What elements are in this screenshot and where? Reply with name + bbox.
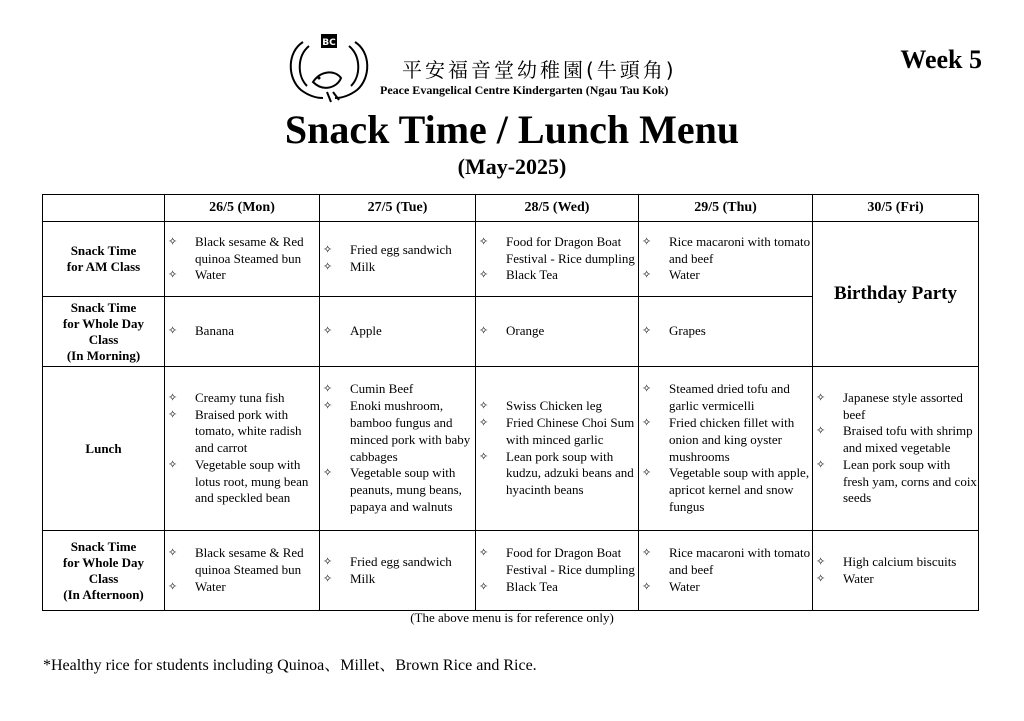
school-name-chinese: 平安福音堂幼稚園(牛頭角) xyxy=(402,58,677,82)
menu-item: ✧ Swiss Chicken leg xyxy=(476,398,638,415)
menu-item: ✧ Apple xyxy=(320,323,475,340)
menu-cell xyxy=(165,531,320,611)
school-name-english: Peace Evangelical Centre Kindergarten (Ngau Tau Kok) xyxy=(380,83,669,97)
menu-cell xyxy=(165,297,320,367)
header-empty-cell xyxy=(43,195,165,222)
menu-item: ✧ Food for Dragon Boat Festival - Rice dumpling xyxy=(476,545,638,579)
menu-cell xyxy=(320,531,476,611)
menu-item: ✧ Fried egg sandwich xyxy=(320,242,475,259)
row-label: Snack Time for Whole Day Class (In Morning) xyxy=(43,297,165,367)
menu-cell xyxy=(813,367,979,531)
day-header: 27/5 (Tue) xyxy=(320,195,476,222)
menu-item: ✧ Water xyxy=(639,267,812,284)
menu-item: ✧ Japanese style assorted beef xyxy=(813,390,978,424)
menu-item: ✧ Cumin Beef xyxy=(320,381,475,398)
menu-cell xyxy=(320,222,476,297)
table-row xyxy=(43,531,979,611)
menu-cell xyxy=(165,222,320,297)
menu-cell xyxy=(639,297,813,367)
menu-item: ✧ Rice macaroni with tomato and beef xyxy=(639,234,812,268)
menu-item: ✧ Black sesame & Red quinoa Steamed bun xyxy=(165,234,319,268)
menu-item: ✧ Grapes xyxy=(639,323,812,340)
row-label: Snack Time for Whole Day Class (In Afternoon) xyxy=(43,531,165,611)
menu-cell xyxy=(165,367,320,531)
menu-item: ✧ Steamed dried tofu and garlic vermicelli xyxy=(639,381,812,415)
menu-cell xyxy=(476,531,639,611)
menu-item: ✧ Creamy tuna fish xyxy=(165,390,319,407)
day-header: 28/5 (Wed) xyxy=(476,195,639,222)
menu-cell xyxy=(476,222,639,297)
menu-cell xyxy=(639,222,813,297)
page-title: Snack Time / Lunch Menu xyxy=(284,107,740,152)
menu-item: ✧ Food for Dragon Boat Festival - Rice dumpling xyxy=(476,234,638,268)
menu-item: ✧ Braised tofu with shrimp and mixed vegetable xyxy=(813,423,978,457)
menu-item: ✧ High calcium biscuits xyxy=(813,554,978,571)
menu-cell xyxy=(476,297,639,367)
menu-item: ✧ Banana xyxy=(165,323,319,340)
menu-cell xyxy=(320,367,476,531)
menu-item: ✧ Fried chicken fillet with onion and king oyster mushrooms xyxy=(639,415,812,465)
menu-cell xyxy=(639,531,813,611)
menu-item: ✧ Water xyxy=(813,571,978,588)
menu-item: ✧ Fried egg sandwich xyxy=(320,554,475,571)
menu-item: ✧ Vegetable soup with apple, apricot kernel and snow fungus xyxy=(639,465,812,515)
row-label: Lunch xyxy=(43,367,165,531)
menu-item: ✧ Fried Chinese Choi Sum with minced garlic xyxy=(476,415,638,449)
menu-item: ✧ Lean pork soup with kudzu, adzuki beans and hyacinth beans xyxy=(476,449,638,499)
menu-item: ✧ Lean pork soup with fresh yam, corns and coix seeds xyxy=(813,457,978,507)
school-logo xyxy=(283,30,375,106)
menu-item: ✧ Black sesame & Red quinoa Steamed bun xyxy=(165,545,319,579)
menu-table xyxy=(42,194,979,611)
menu-cell xyxy=(639,367,813,531)
table-header-row xyxy=(43,195,979,222)
menu-item: ✧ Enoki mushroom, bamboo fungus and minced pork with baby cabbages xyxy=(320,398,475,465)
menu-item: ✧ Milk xyxy=(320,259,475,276)
menu-item: ✧ Vegetable soup with peanuts, mung beans, papaya and walnuts xyxy=(320,465,475,515)
row-label: Snack Time for AM Class xyxy=(43,222,165,297)
menu-cell xyxy=(813,531,979,611)
menu-item: ✧ Orange xyxy=(476,323,638,340)
page-subtitle: (May-2025) xyxy=(457,154,567,179)
menu-cell xyxy=(320,297,476,367)
menu-item: ✧ Vegetable soup with lotus root, mung bean and speckled bean xyxy=(165,457,319,507)
menu-item: ✧ Rice macaroni with tomato and beef xyxy=(639,545,812,579)
healthy-rice-footnote: *Healthy rice for students including Quinoa、Millet、Brown Rice and Rice. xyxy=(43,657,537,674)
day-header: 26/5 (Mon) xyxy=(165,195,320,222)
menu-item: ✧ Black Tea xyxy=(476,579,638,596)
menu-item: ✧ Water xyxy=(165,579,319,596)
menu-item: ✧ Water xyxy=(165,267,319,284)
menu-item: ✧ Water xyxy=(639,579,812,596)
menu-item: ✧ Braised pork with tomato, white radish and carrot xyxy=(165,407,319,457)
week-label: Week 5 xyxy=(900,45,982,74)
menu-item: ✧ Milk xyxy=(320,571,475,588)
reference-note: (The above menu is for reference only) xyxy=(410,610,614,625)
day-header: 29/5 (Thu) xyxy=(639,195,813,222)
menu-cell xyxy=(476,367,639,531)
logo-text: BC xyxy=(322,38,336,48)
birthday-party-cell: Birthday Party xyxy=(813,222,979,367)
day-header: 30/5 (Fri) xyxy=(813,195,979,222)
table-row xyxy=(43,222,979,297)
menu-item: ✧ Black Tea xyxy=(476,267,638,284)
table-row xyxy=(43,367,979,531)
